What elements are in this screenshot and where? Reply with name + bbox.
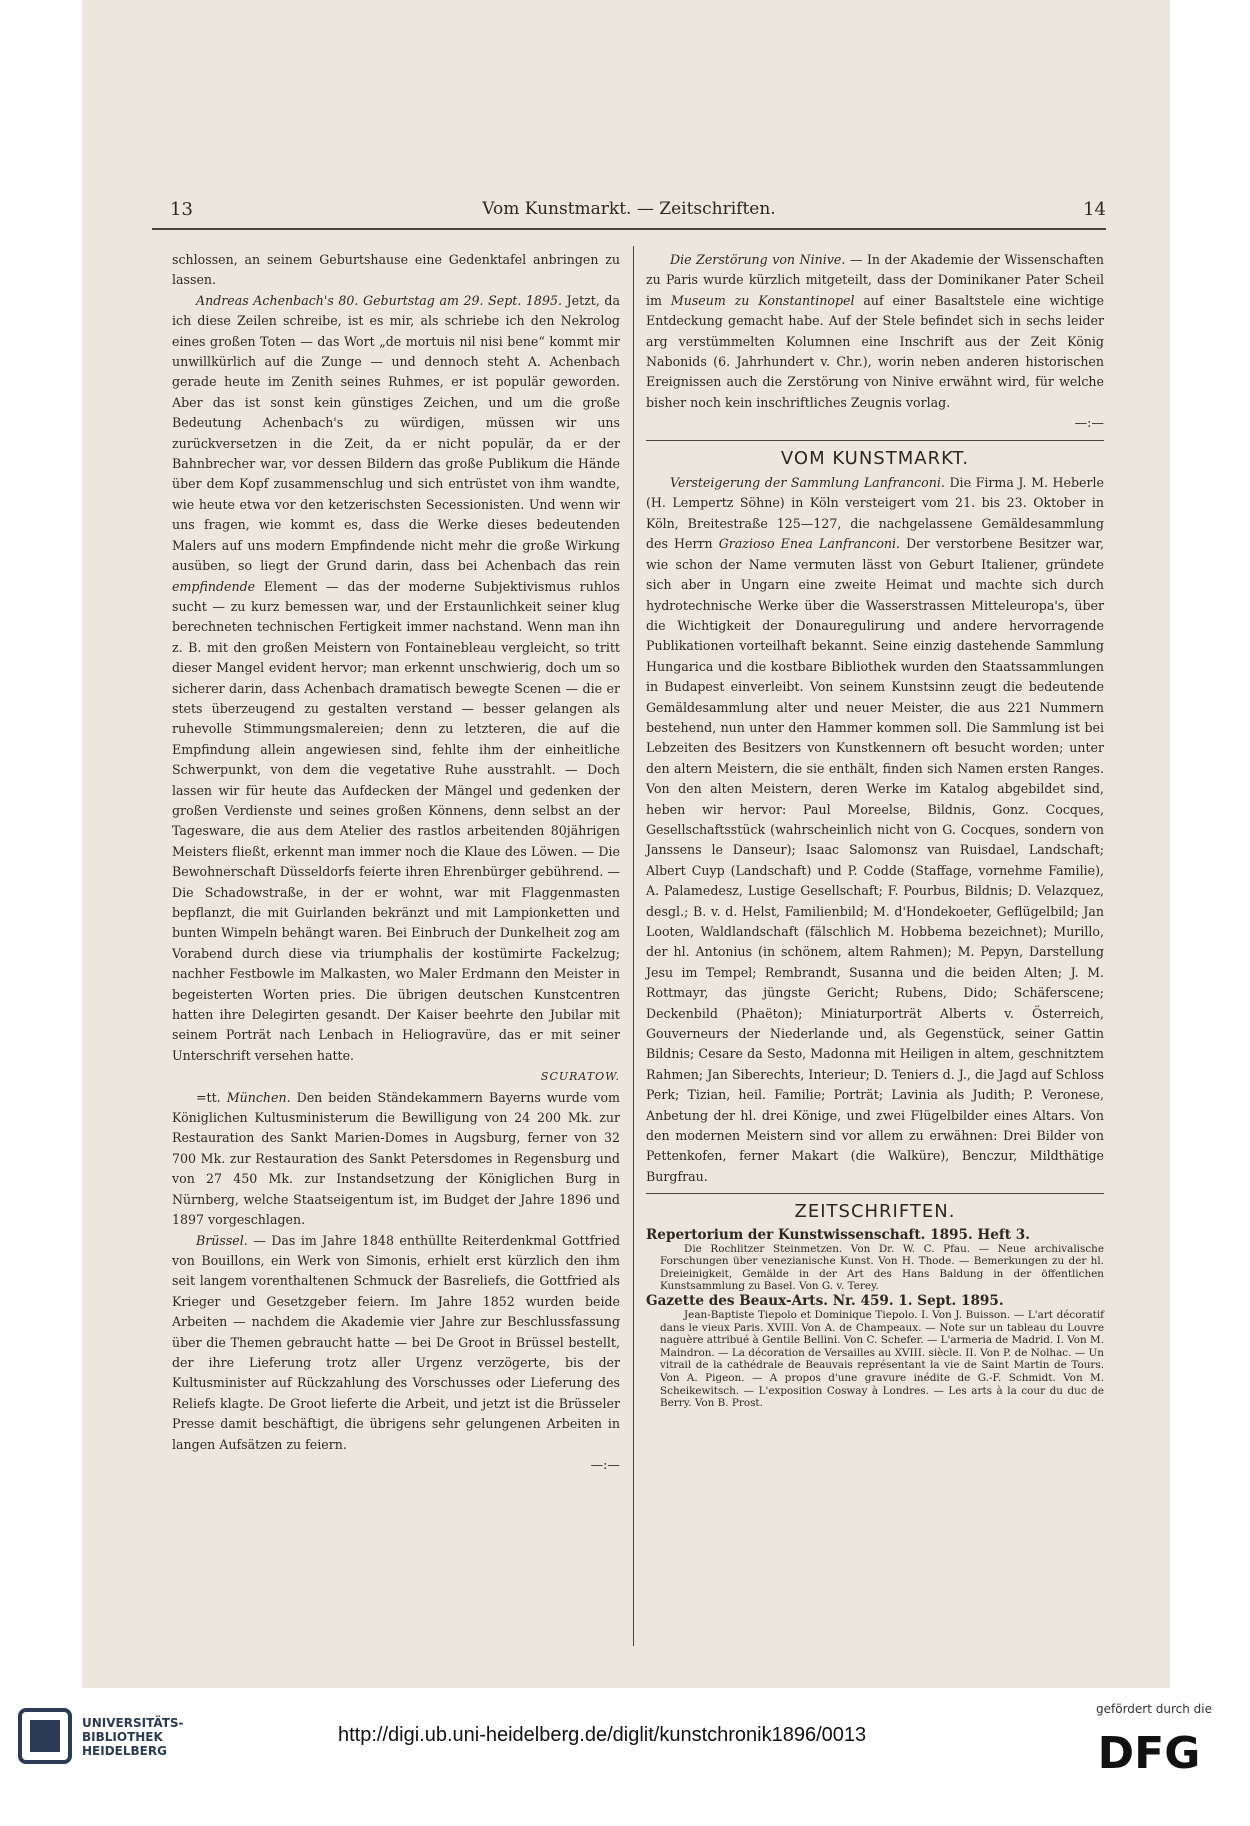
article-text: Den beiden Ständekammern Bayerns wurde vom Königlichen Kultusministerum die Bewilligung von 24 200 Mk. zur Restauration des Sankt Marien-Domes in Augsburg, ferner von 32 700 Mk. zur Restauration des Sankt Petersdomes in Regensburg und von 27 450 Mk. zur Instandsetzung der Königlichen Burg in Nürnberg, welche Staatseigentum ist, im Budget der Jahre 1896 und 1897 vorgeschlagen.	[172, 1089, 620, 1228]
article-title: München.	[226, 1089, 291, 1105]
journal-contents: Jean-Baptiste Tiepolo et Dominique Tiepolo. I. Von J. Buisson. — L'art décoratif dans le vieux Paris. XVIII. Von A. de Champeaux. — Note sur un tableau du Louvre naguère attribué à Gentile Bellini. Von C. Schefer. — L'armeria de Madrid. I. Von M. Maindron. — La décoration de Versailles au XVIII. siècle. II. Von P. de Nolhac. — Un vitrail de la cathédrale de Beauvais représentant la vie de Saint Martin de Tours. Von A. Pigeon. — A propos d'une gravure inédite de G.-F. Schmidt. Von M. Scheikewitsch. — L'exposition Cosway à Londres. — Les arts à la cour du duc de Berry. Von B. Prost.	[660, 1309, 1104, 1410]
permalink[interactable]: http://digi.ub.uni-heidelberg.de/diglit/kunstchronik1896/0013	[338, 1724, 867, 1746]
article-text: Der verstorbene Besitzer war, wie schon der Name vermuten lässt von Geburt Italiener, gründete sich aber in Ungarn eine zweite Heimat und machte sich durch hydrotechnische Werke über die Wasserstrassen Mitteleuropa's, über die Wichtigkeit der Donauregulirung und andere hervorragende Publikationen vorteilhaft bekannt. Seine einzig dastehende Sammlung Hungarica und die kostbare Bibliothek wurden den Staatssammlungen in Budapest einverleibt. Von seinem Kunstsinn zeugt die bedeutende Gemäldesammlung alter und neuer Meister, die aus 221 Nummern bestehend, nun unter den Hammer kommen soll. Die Sammlung ist bei Lebzeiten des Besitzers von Kunstkennern oft besucht worden; unter den altern Meistern, die sie enthält, finden sich Namen ersten Ranges. Von den alten Meistern, deren Werke im Katalog abgebildet sind, heben wir hervor:	[646, 536, 1104, 817]
column-left	[172, 250, 620, 1475]
article-ninive	[646, 250, 1104, 413]
library-name-line: UNIVERSITÄTS-	[82, 1716, 184, 1730]
page-number-right: 14	[1083, 199, 1106, 220]
article-text: Jetzt, da ich diese Zeilen schreibe, ist es mir, als schriebe ich den Nekrolog eines großen Toten — das Wort „de mortuis nil nisi bene“ kommt mir unwillkürlich auf die Zunge — und dennoch steht A. Achenbach gerade heute im Zenith seines Ruhmes, er ist populär geworden. Aber das ist sonst kein günstiges Zeichen, und um die große Bedeutung Achenbach's zu würdigen, müssen wir uns zurückversetzen in die Zeit, da er nicht populär, da er der Bahnbrecher war, vor dessen Bildern das große Publikum die Hände über dem Kopf zusammenschlug und sich entrüstet von ihm wandte, wie heute etwa vor den ketzerischsten Secessionisten. Und wenn wir uns fragen, wie kommt es, dass die Werke dieses bedeutenden Malers auf uns modern Empfindende nicht mehr die große Wirkung ausüben, so liegt der Grund darin, dass bei Achenbach das rein	[172, 292, 621, 574]
viewer-footer	[0, 1688, 1250, 1826]
article-bruessel	[172, 1231, 620, 1455]
emphasis: empfindende	[172, 578, 256, 594]
library-name-line: BIBLIOTHEK	[82, 1730, 163, 1744]
section-divider	[646, 440, 1104, 441]
journal-contents: Die Rochlitzer Steinmetzen. Von Dr. W. C. Pfau. — Neue archivalische Forschungen über venezianische Kunst. Von H. Thode. — Bemerkungen zu der hl. Dreieinigkeit, Gemälde in der Art des Hans Baldung in der öffentlichen Kunstsammlung zu Basel. Von G. v. Terey.	[660, 1242, 1104, 1293]
section-divider	[646, 1193, 1104, 1194]
article-title: Die Zerstörung von Ninive.	[670, 252, 846, 267]
article-text: Paul Moreelse, Bildnis, Gonz. Cocques, Gesellschaftsstück (wahrscheinlich nicht von G. Cocques, sondern von Janssens le Danseur); Isaac Salomonsz van Ruisdael, Landschaft; Albert Cuyp (Landschaft) und P. Codde (Staffage, vornehme Familie), A. Palamedesz, Lustige Gesellschaft; F. Pourbus, Bildnis; D. Velazquez, desgl.; B. v. d. Helst, Familienbild; M. d'Hondekoeter, Geflügelbild; Jan Looten, Waldlandschaft (fälschlich M. Hobbema bezeichnet); Murillo, der hl. Antonius (in schönem, altem Rahmen); M. Pepyn, Darstellung Jesu im Tempel; Rembrandt, Susanna und die beiden Alten; J. M. Rottmayr, das jüngste Gericht; Rubens, Dido; Schäferscene; Deckenbild (Phaëton); Miniaturporträt Alberts v. Österreich, Gouverneurs der Niederlande und, als Gegenstück, seiner Gattin Bildnis; Cesare da Sesto, Madonna mit Heiligen in altem, geschnitztem Rahmen; Jan Siberechts, Interieur; D. Teniers d. J., die Jagd auf Schloss Perk; Tizian, heil. Familie; Porträt; Lavinia als Judith; P. Veronese, Anbetung der hl. drei Könige, und zwei Flügelbilder eines Altars. Von den modernen Meistern sind vor allem zu erwähnen: Drei Bilder von Pettenkofen, ferner Makart (die Walküre), Benczur, Mildthätige Burgfrau.	[646, 801, 1104, 1184]
university-seal-icon	[18, 1708, 72, 1764]
page-header	[152, 199, 1106, 223]
section-end-mark: —:—	[1074, 415, 1104, 431]
running-title: Vom Kunstmarkt. — Zeitschriften.	[482, 199, 776, 219]
article-title: Versteigerung der Sammlung Lanfranconi.	[670, 475, 945, 491]
section-end-mark: —:—	[590, 1456, 620, 1472]
emphasis: Grazioso Enea Lanfranconi.	[718, 536, 901, 552]
article-text: — Das im Jahre 1848 enthüllte Reiterdenkmal Gottfried von Bouillons, ein Werk von Simonis, erhielt erst kürzlich den ihm seit langem vorenthaltenen Schmuck der Basreliefs, die Gottfried als Krieger und Gesetzgeber feiern. Im Jahre 1852 wurden beide Arbeiten — nachdem die Akademie vier Jahre zur Beschlussfassung über die Themen gebraucht hatte — bei De Groot in Brüssel bestellt, der ihre Lieferung trotz aller Urgenz verzögerte, bis der Kultusminister auf Rückzahlung des Vorschusses oder Lieferung des Reliefs klagte. De Groot lieferte die Arbeit, und jetzt ist die Brüsseler Presse damit beschäftigt, die übrigens sehr gelungenen Arbeiten in langen Aufsätzen zu feiern.	[172, 1232, 620, 1452]
article-lanfranconi	[646, 473, 1104, 1187]
article-muenchen	[172, 1088, 620, 1231]
journal-heading: Gazette des Beaux-Arts. Nr. 459. 1. Sept. 1895.	[646, 1293, 1004, 1310]
article-achenbach	[172, 291, 620, 1066]
journal-heading: Repertorium der Kunstwissenschaft. 1895. Heft 3.	[646, 1226, 1030, 1243]
article-title: Andreas Achenbach's 80. Geburtstag am 29. Sept. 1895.	[196, 292, 562, 308]
signature-line	[172, 1066, 620, 1087]
article-text: — In der Akademie der Wissenschaften zu Paris wurde kürzlich mitgeteilt, dass der Dominikaner Pater Scheil im	[646, 252, 1104, 308]
paragraph: schlossen, an seinem Geburtshause eine Gedenktafel anbringen zu lassen.	[172, 252, 620, 288]
page-number-left: 13	[170, 199, 193, 220]
article-lead: =tt.	[196, 1089, 227, 1105]
section-heading-zeitschriften: ZEITSCHRIFTEN.	[794, 1201, 956, 1223]
library-name-line: HEIDELBERG	[82, 1744, 167, 1758]
article-text: Die Firma J. M. Heberle (H. Lempertz Söhne) in Köln versteigert vom 21. bis 23. Oktober in Köln, Breitestraße 125—127, die nachgelassene Gemäldesammlung des Herrn	[646, 475, 1104, 552]
dfg-logo-icon	[1088, 1724, 1210, 1776]
section-heading-kunstmarkt: VOM KUNSTMARKT.	[780, 447, 970, 469]
article-text: auf einer Basaltstele eine wichtige Entdeckung gemacht habe. Auf der Stele befindet sich in sechs leider arg verstümmelten Kolumnen eine Inschrift aus der Zeit König Nabonids (6. Jahrhundert v. Chr.), worin neben anderen historischen Ereignissen auch die Zerstörung von Ninive erwähnt wird, für welche bisher noch kein inschriftliches Zeugnis vorlag.	[646, 292, 1104, 410]
column-right	[646, 250, 1104, 1410]
dfg-logo-text: DFG	[1097, 1728, 1201, 1776]
author-signature: SCURATOW.	[540, 1070, 620, 1084]
funding-note: gefördert durch die	[1096, 1702, 1212, 1716]
header-rule	[152, 228, 1106, 230]
column-divider	[633, 246, 634, 1646]
emphasis: Museum zu Konstantinopel	[670, 292, 855, 308]
library-name	[82, 1716, 184, 1758]
article-title: Brüssel.	[196, 1232, 248, 1248]
article-text: Element — das der moderne Subjektivismus ruhlos sucht — zu kurz bemessen war, und der Erstaunlichkeit seiner klug berechneten technischen Fertigkeit immer nachstand. Wenn man ihn z. B. mit den großen Meistern von Fontainebleau vergleicht, so tritt dieser Mangel evident hervor; man erkennt unschwierig, doch um so sicherer darin, dass Achenbach dramatisch bewegte Scenen — die er stets überzeugend zu gestalten verstand — besser gelangen als ruhevolle Stimmungsmalereien; denn zu letzteren, die auf die Empfindung allein angewiesen sind, fehlte ihm der einheitliche Schwerpunkt, von dem die vegetative Ruhe ausstrahlt. — Doch lassen wir für heute das Aufdecken der Mängel und gedenken der großen Verdienste und seines großen Könnens, denn selbst an der Tagesware, die aus dem Atelier des rastlos arbeitenden 80jährigen Meisters fließt, erkennt man immer noch die Klaue des Löwen. — Die Bewohnerschaft Düsseldorfs feierte ihren Ehrenbürger gebührend. — Die Schadowstraße, in der er wohnt, war mit Flaggenmasten bepflanzt, die mit Guirlanden bekränzt und mit Lampionketten und bunten Wimpeln behängt waren. Bei Einbruch der Dunkelheit zog am Vorabend durch diese via triumphalis der kostümirte Fackelzug; nachher Festbowle im Malkasten, wo Maler Erdmann den Meister in begeisterten Worten pries. Die übrigen deutschen Kunstcentren hatten ihre Delegirten gesandt. Der Kaiser beehrte den Jubilar mit seinem Porträt nach Lenbach in Heliogravüre, das er mit seiner Unterschrift versehen hatte.	[172, 578, 620, 1063]
